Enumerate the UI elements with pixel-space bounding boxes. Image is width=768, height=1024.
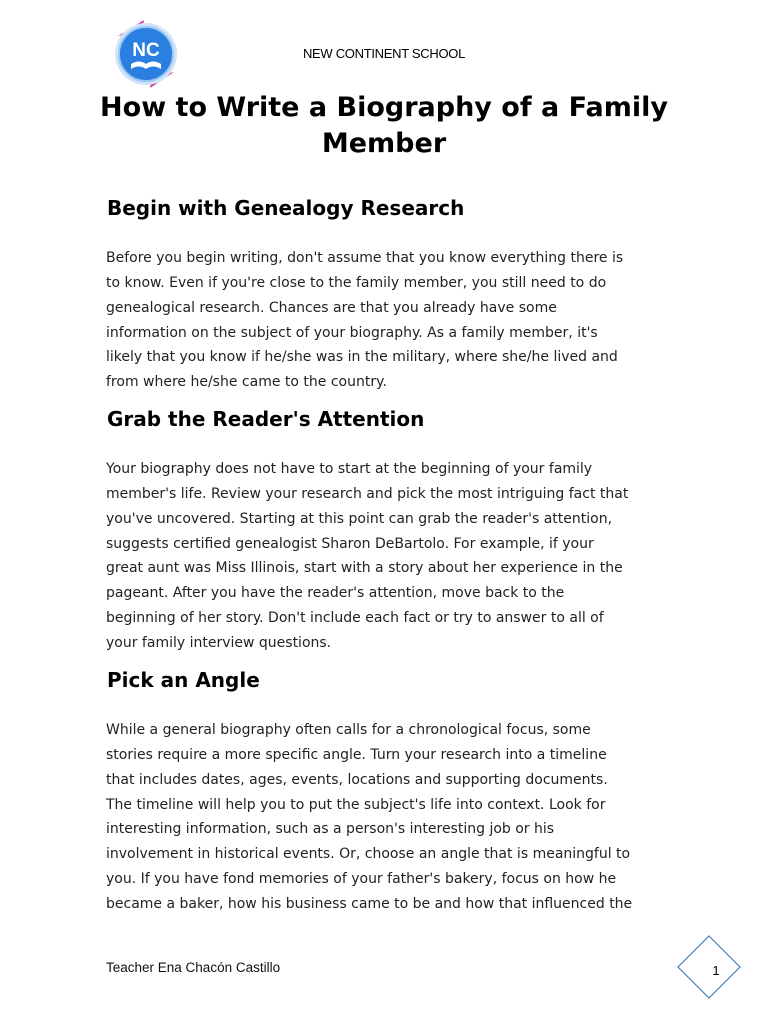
paragraph-line: Your biography does not have to start at the beginning of your family <box>106 461 593 477</box>
page-number: 1 <box>712 963 720 978</box>
paragraph-line: genealogical research. Chances are that you already have some <box>106 299 557 316</box>
paragraph-line: stories require a more specific angle. Turn your research into a timeline <box>106 746 607 763</box>
document-title: How to Write a Biography of a Family Member <box>100 92 668 159</box>
section-heading-pick-angle: Pick an Angle <box>107 668 260 692</box>
section-paragraph-pick-angle <box>106 718 666 917</box>
page-number-marker <box>676 934 742 1000</box>
paragraph-line: interesting information, such as a person's interesting job or his <box>106 821 555 838</box>
logo-text: NC <box>132 40 160 61</box>
paragraph-line: Before you begin writing, don't assume that you know everything there is <box>106 250 624 266</box>
paragraph-line: involvement in historical events. Or, choose an angle that is meaningful to <box>106 846 631 863</box>
paragraph-line: pageant. After you have the reader's attention, move back to the <box>106 585 565 602</box>
paragraph-line: The timeline will help you to put the subject's life into context. Look for <box>106 796 606 813</box>
paragraph-line: great aunt was Miss Illinois, start with a story about her experience in the <box>106 560 623 577</box>
paragraph-line: from where he/she came to the country. <box>106 374 387 391</box>
section-heading-genealogy-research: Begin with Genealogy Research <box>107 196 465 220</box>
paragraph-line: you've uncovered. Starting at this point can grab the reader's attention, <box>106 510 613 527</box>
paragraph-line: information on the subject of your biography. As a family member, it's <box>106 324 598 341</box>
section-paragraph-genealogy-research <box>106 246 666 395</box>
paragraph-line: you. If you have fond memories of your father's bakery, focus on how he <box>106 871 617 888</box>
paragraph-line: your family interview questions. <box>106 634 332 651</box>
section-paragraph-grab-attention <box>106 457 666 656</box>
paragraph-line: to know. Even if you're close to the family member, you still need to do <box>106 274 607 291</box>
school-name: NEW CONTINENT SCHOOL <box>302 46 466 61</box>
paragraph-line: suggests certified genealogist Sharon DeBartolo. For example, if your <box>106 535 594 552</box>
paragraph-line: that includes dates, ages, events, locations and supporting documents. <box>106 771 608 788</box>
paragraph-line: While a general biography often calls for a chronological focus, some <box>106 722 591 738</box>
paragraph-line: member's life. Review your research and pick the most intriguing fact that <box>106 485 629 502</box>
paragraph-line: likely that you know if he/she was in the military, where she/he lived and <box>106 349 618 366</box>
section-heading-grab-attention: Grab the Reader's Attention <box>107 407 425 431</box>
footer-author: Teacher Ena Chacón Castillo <box>106 960 281 975</box>
paragraph-line: beginning of her story. Don't include each fact or try to answer to all of <box>106 610 604 627</box>
paragraph-line: became a baker, how his business came to be and how that influenced the <box>106 895 633 912</box>
